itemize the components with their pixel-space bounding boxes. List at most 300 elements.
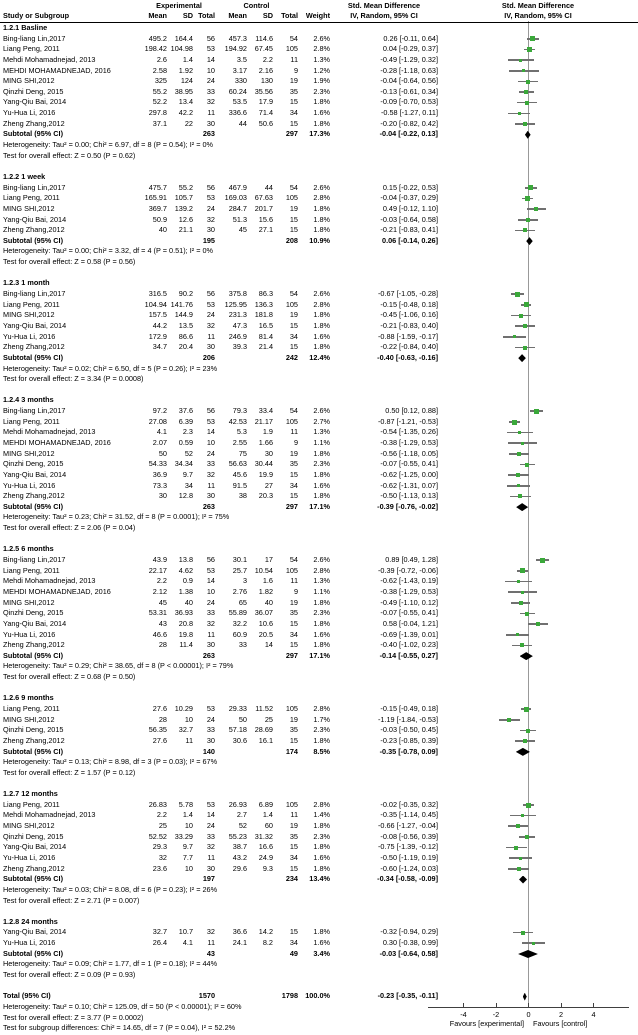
exp-sd: 36.93 bbox=[174, 608, 193, 618]
ctrl-sd: 15.6 bbox=[258, 214, 273, 224]
ctrl-sd: 10.54 bbox=[254, 565, 273, 575]
exp-sd: 104.98 bbox=[170, 44, 193, 54]
ctrl-total: 9 bbox=[293, 437, 298, 447]
ctrl-total: 34 bbox=[289, 331, 298, 341]
exp-sd: 22 bbox=[184, 118, 193, 128]
weight: 10.9% bbox=[309, 235, 330, 245]
exp-mean: 73.3 bbox=[152, 480, 167, 490]
exp-mean bbox=[143, 651, 167, 662]
smd-ci-text: -0.56 [-1.18, 0.05] bbox=[380, 448, 438, 458]
study-name: MING SHI,2012 bbox=[3, 203, 55, 213]
exp-mean: 30 bbox=[158, 491, 167, 501]
ctrl-mean: 3 bbox=[242, 576, 247, 586]
plot-cell bbox=[438, 289, 638, 300]
smd-ci-text: -0.54 [-1.35, 0.26] bbox=[380, 427, 438, 437]
weight: 2.8% bbox=[313, 704, 330, 713]
ctrl-total: 15 bbox=[289, 863, 298, 873]
exp-mean: 2.07 bbox=[152, 437, 167, 447]
exp-mean: 55.2 bbox=[152, 86, 167, 96]
exp-mean: 36.9 bbox=[152, 469, 167, 479]
subtotal-row bbox=[0, 502, 638, 513]
study-name: Yu-Hua Li, 2016 bbox=[3, 480, 56, 490]
spacer-row bbox=[0, 906, 638, 917]
ctrl-total: 208 bbox=[285, 235, 298, 245]
pooled-diamond bbox=[520, 652, 533, 660]
exp-mean: 2.2 bbox=[156, 810, 167, 820]
study-row bbox=[0, 566, 638, 577]
plot-cell bbox=[438, 342, 638, 353]
weight: 1.8% bbox=[313, 118, 330, 128]
smd-ci-text: -0.13 [-0.61, 0.34] bbox=[380, 86, 438, 96]
exp-sd: 6.39 bbox=[178, 416, 193, 426]
exp-sd bbox=[167, 236, 193, 247]
point-estimate-marker bbox=[513, 335, 516, 338]
study-row bbox=[0, 417, 638, 428]
exp-sd: 86.6 bbox=[178, 331, 193, 341]
study-name: Bing-liang Lin,2017 bbox=[3, 289, 66, 299]
heterogeneity-note: Heterogeneity: Tau² = 0.13; Chi² = 8.98, df = 3 (P = 0.03); I² = 67% bbox=[3, 757, 218, 767]
spacer-row bbox=[0, 683, 638, 694]
ctrl-total: 34 bbox=[289, 108, 298, 118]
point-estimate-marker bbox=[518, 431, 521, 434]
exp-sd: 20.8 bbox=[178, 618, 193, 628]
exp-sd: 164.4 bbox=[174, 33, 193, 43]
plot-cell bbox=[438, 427, 638, 438]
ctrl-mean: 39.3 bbox=[232, 342, 247, 352]
ctrl-total: 105 bbox=[285, 193, 298, 203]
exp-total: 11 bbox=[207, 629, 215, 639]
smd-ci-text: -0.62 [-1.31, 0.07] bbox=[380, 480, 438, 490]
exp-mean: 27.08 bbox=[148, 416, 167, 426]
total-row bbox=[0, 991, 638, 1002]
study-row bbox=[0, 864, 638, 875]
ctrl-total: 54 bbox=[289, 555, 298, 565]
ctrl-sd: 10.6 bbox=[258, 618, 273, 628]
ctrl-total: 15 bbox=[289, 491, 298, 501]
study-row bbox=[0, 225, 638, 236]
ctrl-mean: 45 bbox=[238, 225, 247, 235]
study-name: Bing-liang Lin,2017 bbox=[3, 182, 66, 192]
ctrl-total: 297 bbox=[285, 650, 298, 660]
smd-ci-text: -0.03 [-0.64, 0.58] bbox=[380, 214, 438, 224]
point-estimate-marker bbox=[521, 814, 524, 817]
study-row bbox=[0, 736, 638, 747]
smd-ci-text: 0.49 [-0.12, 1.10] bbox=[382, 203, 438, 213]
exp-sd: 12.8 bbox=[178, 491, 193, 501]
study-name: Qinzhi Deng, 2015 bbox=[3, 86, 64, 96]
point-estimate-marker bbox=[507, 718, 511, 722]
exp-sd: 32.7 bbox=[178, 725, 193, 735]
study-row bbox=[0, 640, 638, 651]
ctrl-total: 234 bbox=[285, 874, 298, 884]
exp-sd: 0.9 bbox=[182, 576, 193, 586]
exp-total: 56 bbox=[206, 182, 215, 192]
point-estimate-marker bbox=[517, 452, 521, 456]
exp-sd: 4.62 bbox=[178, 565, 193, 575]
study-name: Yu-Hua Li, 2016 bbox=[3, 331, 56, 341]
point-estimate-marker bbox=[518, 494, 522, 498]
study-name: Yang-Qiu Bai, 2014 bbox=[3, 842, 67, 852]
exp-mean: 325 bbox=[154, 76, 167, 86]
study-row bbox=[0, 97, 638, 108]
subgroup-differences-note: Test for subgroup differences: Chi² = 14.65, df = 7 (P = 0.04), I² = 52.2% bbox=[3, 1023, 236, 1033]
plot-cell bbox=[438, 119, 638, 130]
plot-cell bbox=[438, 481, 638, 492]
smd-ci-text: -0.39 [-0.72, -0.06] bbox=[377, 565, 438, 575]
favours-control-label: Favours [control] bbox=[533, 1019, 588, 1028]
study-row bbox=[0, 66, 638, 77]
exp-total: 10 bbox=[206, 586, 215, 596]
axis-tick-label: -2 bbox=[492, 1010, 500, 1019]
exp-sd: 10.29 bbox=[174, 704, 193, 713]
ctrl-mean: 25.7 bbox=[232, 565, 247, 575]
ctrl-total: 15 bbox=[289, 320, 298, 330]
plot-cell bbox=[438, 821, 638, 832]
smd-ci-text: 0.89 [0.49, 1.28] bbox=[385, 555, 438, 565]
exp-total: 32 bbox=[206, 320, 215, 330]
exp-sd: 5.78 bbox=[178, 799, 193, 809]
exp-mean: 23.6 bbox=[152, 863, 167, 873]
exp-sd bbox=[167, 502, 193, 513]
study-row bbox=[0, 470, 638, 481]
ctrl-sd: 201.7 bbox=[254, 203, 273, 213]
section-label: 1.2.6 9 months bbox=[3, 693, 54, 703]
point-estimate-marker bbox=[521, 442, 524, 445]
study-row bbox=[0, 725, 638, 736]
smd-ci-text: -0.21 [-0.83, 0.40] bbox=[380, 320, 438, 330]
study-row bbox=[0, 76, 638, 87]
point-estimate-marker bbox=[526, 80, 530, 84]
plot-cell bbox=[438, 225, 638, 236]
ctrl-mean: 38.7 bbox=[232, 842, 247, 852]
exp-sd: 141.76 bbox=[170, 299, 193, 309]
exp-sd: 0.59 bbox=[178, 437, 193, 447]
ctrl-mean: 51.3 bbox=[232, 214, 247, 224]
exp-sd: 1.4 bbox=[182, 810, 193, 820]
plot-cell bbox=[438, 34, 638, 45]
ctrl-total: 35 bbox=[289, 608, 298, 618]
ctrl-sd: 30 bbox=[264, 448, 273, 458]
ctrl-total: 15 bbox=[289, 97, 298, 107]
study-row bbox=[0, 215, 638, 226]
heterogeneity-note: Heterogeneity: Tau² = 0.00; Chi² = 6.97, df = 8 (P = 0.54); I² = 0% bbox=[3, 140, 214, 150]
study-row bbox=[0, 704, 638, 715]
exp-total: 30 bbox=[206, 342, 215, 352]
point-estimate-marker bbox=[519, 59, 522, 62]
weight: 17.3% bbox=[309, 129, 330, 139]
ctrl-sd: 19.9 bbox=[258, 469, 273, 479]
ctrl-mean: 55.23 bbox=[228, 831, 247, 841]
ctrl-total: 34 bbox=[289, 629, 298, 639]
point-estimate-marker bbox=[514, 846, 518, 850]
ctrl-sd: 14.2 bbox=[258, 927, 273, 937]
study-row bbox=[0, 310, 638, 321]
plot-cell bbox=[438, 204, 638, 215]
weight: 1.8% bbox=[313, 225, 330, 235]
weight: 1.3% bbox=[313, 427, 330, 437]
ctrl-total: 297 bbox=[285, 501, 298, 511]
ctrl-sd: 1.82 bbox=[258, 586, 273, 596]
smd-ci-text: -0.69 [-1.39, 0.01] bbox=[380, 629, 438, 639]
plot-cell bbox=[438, 449, 638, 460]
point-estimate-marker bbox=[540, 558, 545, 563]
exp-sd bbox=[167, 747, 193, 758]
plot-cell bbox=[438, 566, 638, 577]
pooled-diamond bbox=[518, 950, 538, 958]
weight: 1.6% bbox=[313, 938, 330, 948]
exp-total: 30 bbox=[206, 735, 215, 745]
ctrl-total: 11 bbox=[290, 427, 298, 437]
section-label: 1.2.8 24 months bbox=[3, 916, 58, 926]
exp-mean: 32 bbox=[158, 852, 167, 862]
point-estimate-marker bbox=[525, 835, 529, 839]
study-row bbox=[0, 481, 638, 492]
point-estimate-marker bbox=[523, 346, 527, 350]
plot-cell bbox=[438, 991, 638, 1002]
study-name: Liang Peng, 2011 bbox=[3, 416, 60, 426]
point-estimate-marker bbox=[534, 409, 539, 414]
exp-sd: 4.1 bbox=[182, 938, 193, 948]
study-row bbox=[0, 821, 638, 832]
ctrl-sd: 25 bbox=[264, 714, 273, 724]
weight: 2.8% bbox=[313, 299, 330, 309]
weight: 2.6% bbox=[313, 406, 330, 416]
ctrl-sd: 16.6 bbox=[258, 842, 273, 852]
exp-total: 11 bbox=[207, 331, 215, 341]
exp-total: 30 bbox=[206, 863, 215, 873]
smd-column-header: Std. Mean Difference bbox=[347, 1, 421, 10]
point-estimate-marker bbox=[527, 47, 532, 52]
plot-cell bbox=[438, 321, 638, 332]
ctrl-sd: 6.89 bbox=[258, 799, 273, 809]
exp-mean: 97.2 bbox=[152, 406, 167, 416]
subtotal-row bbox=[0, 949, 638, 960]
smd-ci-text: -0.40 [-1.02, 0.23] bbox=[380, 640, 438, 650]
study-row bbox=[0, 108, 638, 119]
overall-effect-note: Test for overall effect: Z = 2.71 (P = 0.007) bbox=[3, 895, 140, 905]
heterogeneity-note: Heterogeneity: Tau² = 0.03; Chi² = 8.08, df = 6 (P = 0.23); I² = 26% bbox=[3, 884, 218, 894]
smd-ci-text: -0.40 [-0.63, -0.16] bbox=[377, 352, 438, 362]
smd-ci-text: -0.62 [-1.43, 0.19] bbox=[380, 576, 438, 586]
smd-ci-text: -0.34 [-0.58, -0.09] bbox=[377, 874, 438, 884]
ctrl-total: 15 bbox=[289, 735, 298, 745]
smd-ci-text: -0.66 [-1.27, -0.04] bbox=[377, 821, 438, 831]
exp-mean: 165.91 bbox=[144, 193, 167, 203]
point-estimate-marker bbox=[522, 69, 525, 72]
col-weight: Weight bbox=[305, 11, 330, 21]
exp-total: 53 bbox=[206, 799, 215, 809]
plot-cell bbox=[438, 938, 638, 949]
smd-ci-text: -0.35 [-0.78, 0.09] bbox=[379, 746, 438, 756]
weight: 8.5% bbox=[313, 746, 330, 756]
ctrl-sd: 28.69 bbox=[254, 725, 273, 735]
smd-ci-text: -0.38 [-1.29, 0.53] bbox=[380, 437, 438, 447]
ctrl-total: 15 bbox=[289, 214, 298, 224]
exp-total: 14 bbox=[206, 54, 215, 64]
exp-sd: 1.92 bbox=[178, 65, 193, 75]
exp-mean: 56.35 bbox=[148, 725, 167, 735]
weight: 2.8% bbox=[313, 565, 330, 575]
plot-cell bbox=[438, 736, 638, 747]
weight: 1.2% bbox=[313, 65, 330, 75]
exp-total: 53 bbox=[206, 704, 215, 713]
section-label: 1.2.3 1 month bbox=[3, 278, 50, 288]
ctrl-mean bbox=[215, 949, 247, 960]
plot-cell bbox=[438, 587, 638, 598]
ctrl-mean: 26.93 bbox=[228, 799, 247, 809]
smd-ci-text: -0.50 [-1.13, 0.13] bbox=[380, 491, 438, 501]
exp-mean bbox=[143, 949, 167, 960]
axis-tick-label: 2 bbox=[558, 1010, 564, 1019]
spacer-row bbox=[0, 268, 638, 279]
exp-mean: 29.3 bbox=[152, 842, 167, 852]
exp-sd: 12.6 bbox=[178, 214, 193, 224]
plot-cell bbox=[438, 576, 638, 587]
exp-sd: 1.38 bbox=[178, 586, 193, 596]
ctrl-mean: 3.17 bbox=[232, 65, 247, 75]
point-estimate-marker bbox=[520, 568, 525, 573]
exp-total: 24 bbox=[206, 448, 215, 458]
weight: 1.3% bbox=[313, 576, 330, 586]
smd-ci-text: -0.21 [-0.83, 0.41] bbox=[380, 225, 438, 235]
smd-ci-text: -0.23 [-0.85, 0.39] bbox=[380, 735, 438, 745]
weight: 1.6% bbox=[313, 629, 330, 639]
weight: 1.8% bbox=[313, 214, 330, 224]
plot-cell bbox=[438, 129, 638, 140]
ctrl-sd: 67.45 bbox=[254, 44, 273, 54]
ctrl-total: 105 bbox=[285, 44, 298, 54]
smd-ci-text: -0.07 [-0.55, 0.41] bbox=[380, 608, 438, 618]
plot-cell bbox=[438, 949, 638, 960]
study-name: Mehdi Mohamadnejad, 2013 bbox=[3, 54, 96, 64]
ctrl-mean: 53.5 bbox=[232, 97, 247, 107]
study-name: Yang-Qiu Bai, 2014 bbox=[3, 320, 67, 330]
ctrl-total: 15 bbox=[289, 640, 298, 650]
study-name: Mehdi Mohamadnejad, 2013 bbox=[3, 576, 96, 586]
spacer-row bbox=[0, 534, 638, 545]
study-row bbox=[0, 342, 638, 353]
study-row bbox=[0, 427, 638, 438]
weight: 13.4% bbox=[309, 874, 330, 884]
exp-sd: 9.7 bbox=[182, 469, 193, 479]
ctrl-sd: 181.8 bbox=[254, 310, 273, 320]
weight: 2.7% bbox=[313, 416, 330, 426]
exp-sd bbox=[167, 651, 193, 662]
ctrl-mean: 60.24 bbox=[228, 86, 247, 96]
exp-mean: 2.12 bbox=[152, 586, 167, 596]
point-estimate-marker bbox=[519, 314, 523, 318]
ctrl-mean: 65 bbox=[238, 597, 247, 607]
ctrl-sd: 20.5 bbox=[258, 629, 273, 639]
exp-mean: 54.33 bbox=[148, 459, 167, 469]
ctrl-mean: 50 bbox=[238, 714, 247, 724]
study-name: Yu-Hua Li, 2016 bbox=[3, 629, 56, 639]
exp-total: 53 bbox=[206, 299, 215, 309]
exp-sd: 37.6 bbox=[178, 406, 193, 416]
spacer-row bbox=[0, 161, 638, 172]
smd-ci-text: -0.23 [-0.35, -0.11] bbox=[377, 991, 438, 1001]
smd-ci-text: -0.04 [-0.64, 0.56] bbox=[380, 76, 438, 86]
study-name: MING SHI,2012 bbox=[3, 76, 55, 86]
ctrl-mean: 29.6 bbox=[232, 863, 247, 873]
ctrl-total: 15 bbox=[289, 842, 298, 852]
ctrl-sd: 17 bbox=[264, 555, 273, 565]
smd-ci-text: -1.19 [-1.84, -0.53] bbox=[377, 714, 438, 724]
ctrl-total: 54 bbox=[289, 33, 298, 43]
sub-header-row bbox=[0, 11, 638, 22]
col-ctrl-sd: SD bbox=[262, 11, 273, 21]
exp-sd: 11 bbox=[185, 735, 193, 745]
ctrl-total: 34 bbox=[289, 938, 298, 948]
ctrl-sd: 9.3 bbox=[262, 863, 273, 873]
ctrl-sd: 30.44 bbox=[254, 459, 273, 469]
exp-total: 11 bbox=[207, 938, 215, 948]
exp-mean: 52.52 bbox=[148, 831, 167, 841]
ctrl-total: 49 bbox=[289, 948, 298, 958]
study-name: Zheng Zhang,2012 bbox=[3, 225, 65, 235]
ctrl-mean bbox=[215, 874, 247, 885]
plot-cell bbox=[438, 725, 638, 736]
plot-cell bbox=[438, 66, 638, 77]
study-name: MING SHI,2012 bbox=[3, 597, 55, 607]
plot-cell bbox=[438, 193, 638, 204]
study-name: Subtotal (95% CI) bbox=[3, 650, 63, 660]
ctrl-mean: 55.89 bbox=[228, 608, 247, 618]
overall-effect-note: Test for overall effect: Z = 3.34 (P = 0.0008) bbox=[3, 374, 144, 384]
exp-sd: 20.4 bbox=[178, 342, 193, 352]
weight: 1.8% bbox=[313, 927, 330, 937]
weight: 17.1% bbox=[309, 501, 330, 511]
section-header-row bbox=[0, 278, 638, 289]
plot-cell bbox=[438, 55, 638, 66]
plot-cell bbox=[438, 108, 638, 119]
weight: 12.4% bbox=[309, 352, 330, 362]
weight: 1.6% bbox=[313, 331, 330, 341]
point-estimate-marker bbox=[526, 803, 531, 808]
section-label: 1.2.1 Basline bbox=[3, 23, 48, 32]
weight: 1.8% bbox=[313, 469, 330, 479]
ctrl-mean: 43.2 bbox=[232, 852, 247, 862]
ctrl-mean: 38 bbox=[238, 491, 247, 501]
exp-mean bbox=[143, 874, 167, 885]
smd-ci-text: 0.30 [-0.38, 0.99] bbox=[382, 938, 438, 948]
study-name: Qinzhi Deng, 2015 bbox=[3, 725, 64, 735]
point-estimate-marker bbox=[517, 867, 521, 871]
exp-mean: 28 bbox=[158, 640, 167, 650]
plot-cell bbox=[438, 704, 638, 715]
exp-total: 11 bbox=[207, 852, 215, 862]
ctrl-sd: 44 bbox=[264, 182, 273, 192]
smd-ci-text: -0.45 [-1.06, 0.16] bbox=[380, 310, 438, 320]
pooled-diamond bbox=[526, 237, 533, 245]
point-estimate-marker bbox=[525, 463, 529, 467]
ctrl-sd: 16.5 bbox=[258, 320, 273, 330]
exp-mean: 43 bbox=[158, 618, 167, 628]
ctrl-mean: 246.9 bbox=[228, 331, 247, 341]
exp-total: 30 bbox=[206, 491, 215, 501]
study-name: MING SHI,2012 bbox=[3, 448, 55, 458]
study-name: MING SHI,2012 bbox=[3, 821, 55, 831]
ctrl-mean: 47.3 bbox=[232, 320, 247, 330]
ctrl-total: 105 bbox=[285, 704, 298, 713]
exp-total: 33 bbox=[206, 608, 215, 618]
point-estimate-marker bbox=[521, 931, 525, 935]
study-name: Liang Peng, 2011 bbox=[3, 704, 60, 713]
exp-mean: 2.2 bbox=[156, 576, 167, 586]
study-row bbox=[0, 598, 638, 609]
point-estimate-marker bbox=[525, 101, 529, 105]
heterogeneity-note: Heterogeneity: Tau² = 0.02; Chi² = 6.50, df = 5 (P = 0.26); I² = 23% bbox=[3, 363, 218, 373]
